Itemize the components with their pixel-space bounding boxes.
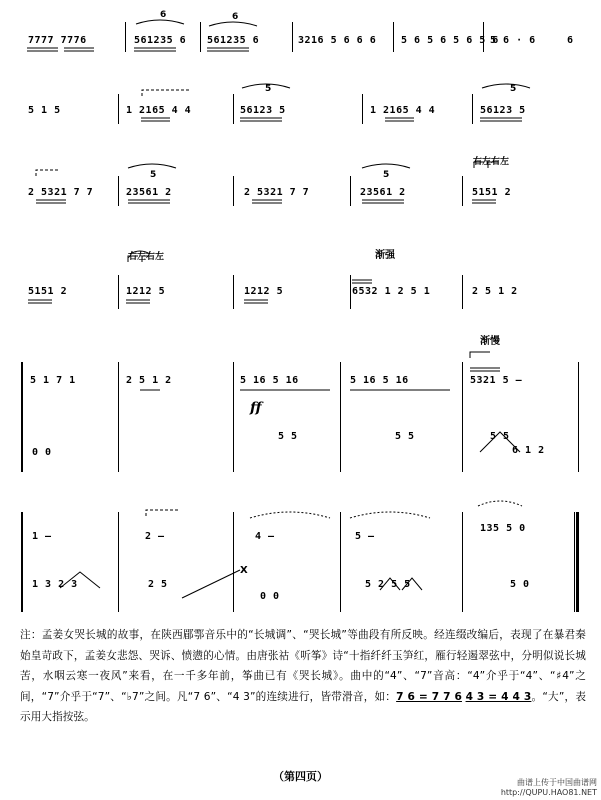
measure-upper: 5 1 7 1 bbox=[30, 375, 76, 386]
measure: 6532 1 2 5 1 bbox=[352, 286, 431, 297]
tuplet-five: 5 bbox=[150, 170, 157, 180]
measure: 3216 5 6 6 6 bbox=[298, 35, 377, 46]
measure-upper: 5 16 5 16 bbox=[350, 375, 409, 386]
measure-lower: 0 0 bbox=[32, 447, 52, 458]
hand-marks: 右左右左 bbox=[128, 252, 165, 262]
tuplet-six-2: 6 bbox=[232, 12, 239, 22]
footnote-text-end: 。“大”，表示用大指按弦。 bbox=[20, 690, 587, 723]
measure-upper: 5 – bbox=[355, 531, 375, 542]
measure: 23561 2 bbox=[126, 187, 172, 198]
measure-upper: 2 5 1 2 bbox=[126, 375, 172, 386]
fortissimo-mark: ff bbox=[250, 400, 262, 416]
measure: 1212 5 bbox=[244, 286, 284, 297]
hand-marks: 右左右左 bbox=[473, 157, 510, 167]
measure: 1 2165 4 4 bbox=[370, 105, 436, 116]
watermark-line-1: 曲谱上传于中国曲谱网 bbox=[517, 778, 597, 787]
measure: 561235 6 bbox=[134, 35, 187, 46]
watermark-line-2: http://QUPU.HAO81.NET bbox=[500, 788, 597, 797]
measure-lower: 2 5 bbox=[148, 579, 168, 590]
tuplet-five: 5 bbox=[510, 84, 517, 94]
ritardando-mark: 渐慢 bbox=[480, 336, 500, 347]
measure: 5 6 5 6 5 6 5 6 bbox=[401, 35, 499, 46]
measure-lower: 5 0 bbox=[510, 579, 530, 590]
footnote-text: 孟姜女哭长城的故事，在陕西郿鄠音乐中的“长城调”、“哭长城”等曲段有所反映。经连缀改编后，表现了在暴君秦始皇苛政下，孟姜女悲怨、哭诉、愤懑的心情。由唐张祜《听筝》诗“十指纤纤玉笋红，雁行轻遏翠弦中，分明似说长城苦，水咽云寒一夜风”来看，在一千多年前，筝曲已有《哭长城》。曲中的“4”、“7”音高：“4”介乎于“4”、“♯4”之间，“7”介乎于“7”、“♭7”之间。凡“7 6”、“4 3”的连续进行，皆带滑音，如： bbox=[20, 629, 586, 703]
measure-upper: 4 – bbox=[255, 531, 275, 542]
measure: 2 5321 7 7 bbox=[244, 187, 310, 198]
tuplet-five: 5 bbox=[383, 170, 390, 180]
measure: 2 5 1 2 bbox=[472, 286, 518, 297]
measure-upper: 5321 5 – bbox=[470, 375, 523, 386]
x-mark: X bbox=[240, 565, 248, 576]
tuplet-five: 5 bbox=[265, 84, 272, 94]
tuplet-six-1: 6 bbox=[160, 10, 167, 20]
measure: 5151 2 bbox=[472, 187, 512, 198]
slide-example-2: 4 3 = 4 4 3 bbox=[465, 690, 532, 703]
measure: 2 5321 7 7 bbox=[28, 187, 94, 198]
measure: 6 bbox=[567, 35, 574, 46]
measure: 1212 5 bbox=[126, 286, 166, 297]
measure: 56123 5 bbox=[480, 105, 526, 116]
measure-lower: 5 5 bbox=[490, 431, 510, 442]
measure-upper: 2 – bbox=[145, 531, 165, 542]
measure: 561235 6 bbox=[207, 35, 260, 46]
measure-lower: 1 3 2 3 bbox=[32, 579, 78, 590]
measure-lower: 5 2 5 5 bbox=[365, 579, 411, 590]
page-number: （第四页） bbox=[273, 770, 328, 783]
measure-upper: 5 16 5 16 bbox=[240, 375, 299, 386]
measure: 5 6 · 6 bbox=[490, 35, 536, 46]
measure-lower: 0 0 bbox=[260, 591, 280, 602]
measure-upper: 135 5 0 bbox=[480, 523, 526, 534]
measure-lower: 5 5 bbox=[395, 431, 415, 442]
footnote bbox=[20, 625, 586, 728]
measure-lower: 5 5 bbox=[278, 431, 298, 442]
measure-upper: 1 – bbox=[32, 531, 52, 542]
watermark bbox=[501, 778, 597, 798]
slide-example-1: 7 6 = 7 7 6 bbox=[396, 690, 462, 703]
crescendo-mark: 渐强 bbox=[375, 250, 395, 261]
measure: 5 1 5 bbox=[28, 105, 61, 116]
measure: 56123 5 bbox=[240, 105, 286, 116]
measure: 1 2165 4 4 bbox=[126, 105, 192, 116]
footnote-prefix: 注： bbox=[20, 629, 42, 641]
measure: 7777 7776 bbox=[28, 35, 87, 46]
measure: 23561 2 bbox=[360, 187, 406, 198]
measure: 5151 2 bbox=[28, 286, 68, 297]
measure-lower: 6 1 2 bbox=[512, 445, 545, 456]
